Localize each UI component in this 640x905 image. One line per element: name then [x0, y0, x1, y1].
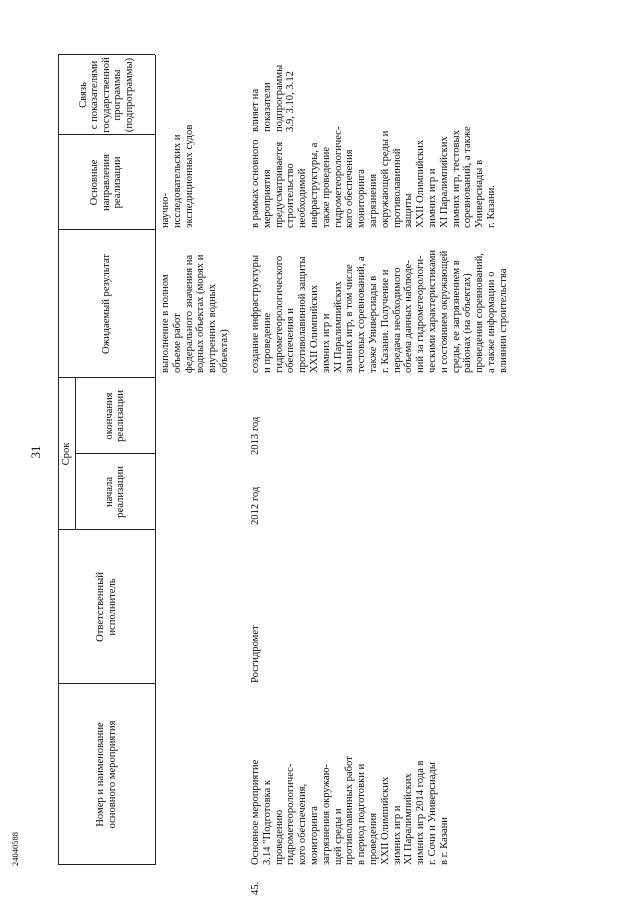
- header-directions: Основные направления реализации: [89, 154, 124, 211]
- row45-result: создание инфраструктуры и проведение гидрометеорологического обеспечения и противолавинной защиты XXII Олимпийских зимних игр и XI Паралимпийских зимних игр, в том числе тестовых соревнований, а также Универсиады в г. Казани. Получение и передача необходимого объема данных наблюде- ний за гидрометеорологи- ческими характеристиками и состоянием окружающей среды, ее загрязнением в районах (на объектах) проведения соревнований, а также информации о влиянии строительства: [250, 249, 509, 373]
- header-col2: Ответственный исполнитель: [95, 572, 118, 642]
- row45-directions: в рамках основного мероприятия предусматривается строительство необходимой инфраструктуры, а также проведение гидрометеорологичес- кого обеспечения мониторинга загрязнения окружающей среды и противолавинной защиты XXII Олимпийских зимних игр и XI Паралимпийских зимних игр, тестовых соревнований, а также Универсиады в г. Казани.: [250, 126, 497, 228]
- row45-executor: Росгидромет: [250, 625, 261, 683]
- document-id: 24040588: [10, 832, 20, 866]
- row45-end: 2013 год: [250, 416, 261, 455]
- row45-start: 2012 год: [250, 486, 261, 525]
- header-bottom-border: [155, 55, 156, 865]
- header-col1: Номер и наименование основного мероприятия: [95, 720, 118, 829]
- header-end: окончания реализации: [103, 390, 126, 442]
- header-start: начала реализации: [103, 466, 126, 518]
- continuation-directions: научно- исследовательских и экспедиционных судов: [160, 124, 195, 228]
- header-link: Связь с показателями государственной программы (подпрограммы): [77, 57, 135, 133]
- header-srok: Срок: [60, 442, 72, 466]
- row45-name: Основное мероприятие 3.14 "Подготовка к проведению гидрометеорологичес- кого обеспечения, мониторинга загрязнения окружаю- щей среды и противолавинных работ в период подготовки и проведения XXII Олимпийских зимних игр и XI Паралимпийских зимних игр 2014 года в г. Сочи и Универсиады в г. Казани: [250, 756, 450, 865]
- continuation-result: выполнение в полном объеме работ федерального значения на водных объектах (морях и внутренних водных объектах): [160, 254, 230, 373]
- header-result: Ожидаемый результат: [100, 253, 112, 355]
- row45-number: 45.: [250, 881, 261, 895]
- row45-link: влияет на показатели подпрограммы 3.9, 3.10, 3.12: [250, 64, 297, 132]
- page-number: 31: [28, 445, 43, 459]
- rotated-page: [30, 25, 610, 895]
